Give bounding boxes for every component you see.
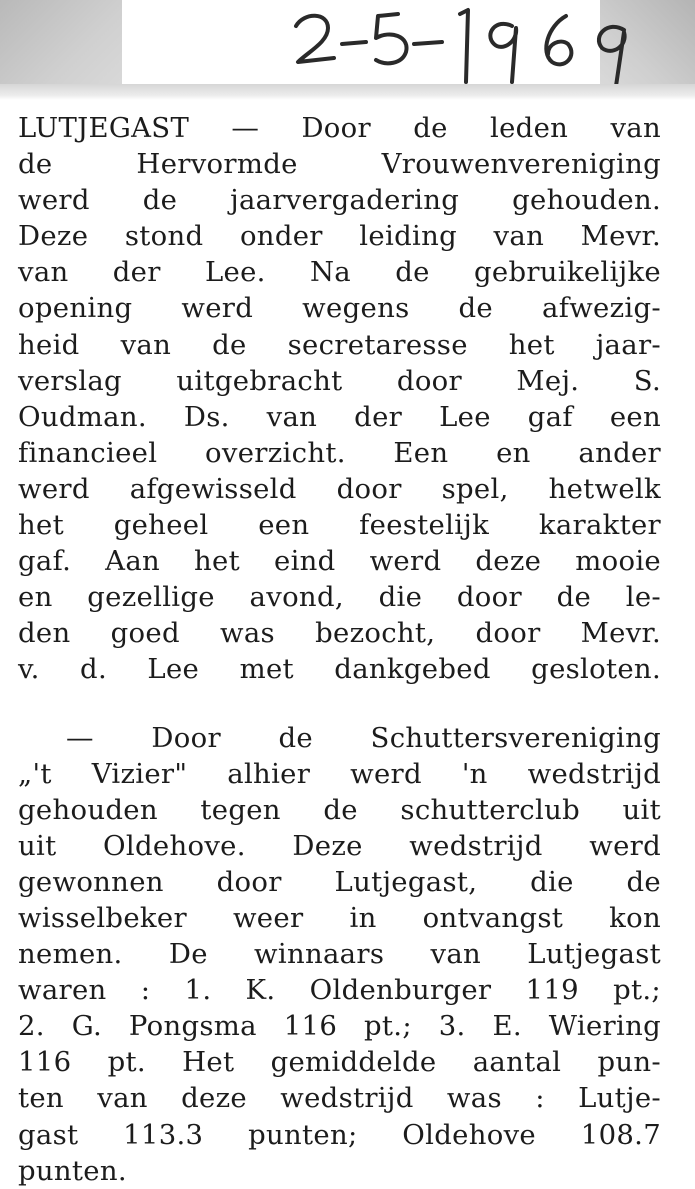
text-line: opening werd wegens de afwezig- bbox=[18, 292, 661, 325]
text-line: gast 113.3 punten; Oldehove 108.7 bbox=[18, 1118, 661, 1151]
text-line: verslag uitgebracht door Mej. S. bbox=[18, 364, 661, 397]
text-line: de Hervormde Vrouwenvereniging bbox=[18, 148, 661, 181]
text-line: v. d. Lee met dankgebed gesloten. bbox=[18, 653, 661, 686]
text-line: „'t Vizier" alhier werd 'n wedstrijd bbox=[18, 757, 661, 790]
article-clipping bbox=[0, 100, 695, 1185]
text-line: waren : 1. K. Oldenburger 119 pt.; bbox=[18, 974, 661, 1007]
text-line: en gezellige avond, die door de le- bbox=[18, 581, 661, 614]
text-line: werd afgewisseld door spel, hetwelk bbox=[18, 472, 661, 505]
text-line: LUTJEGAST — Door de leden van bbox=[18, 112, 661, 144]
text-line: 2. G. Pongsma 116 pt.; 3. E. Wiering bbox=[18, 1010, 661, 1043]
handwritten-date-icon bbox=[290, 4, 660, 90]
paragraph-2 bbox=[18, 720, 661, 1189]
text-line: wisselbeker weer in ontvangst kon bbox=[18, 901, 661, 934]
text-line: den goed was bezocht, door Mevr. bbox=[18, 617, 661, 650]
paragraph-spacer bbox=[18, 688, 661, 720]
article-column bbox=[18, 110, 661, 1189]
scan-edge-top bbox=[0, 84, 695, 100]
text-line: Oudman. Ds. van der Lee gaf een bbox=[18, 400, 661, 433]
text-line: van der Lee. Na de gebruikelijke bbox=[18, 256, 661, 289]
text-line: uit Oldehove. Deze wedstrijd werd bbox=[18, 829, 661, 862]
text-line: punten. bbox=[18, 1154, 127, 1187]
text-line: 116 pt. Het gemiddelde aantal pun- bbox=[18, 1046, 661, 1079]
text-line: gewonnen door Lutjegast, die de bbox=[18, 865, 661, 898]
text-line: Deze stond onder leiding van Mevr. bbox=[18, 220, 661, 253]
text-line: gehouden tegen de schutterclub uit bbox=[18, 793, 661, 826]
text-line: ten van deze wedstrijd was : Lutje- bbox=[18, 1082, 661, 1115]
text-line: financieel overzicht. Een en ander bbox=[18, 436, 661, 469]
text-line: het geheel een feestelijk karakter bbox=[18, 509, 661, 542]
text-line: gaf. Aan het eind werd deze mooie bbox=[18, 545, 661, 578]
text-line: — Door de Schuttersvereniging bbox=[66, 721, 661, 754]
text-line: nemen. De winnaars van Lutjegast bbox=[18, 938, 661, 971]
text-line: werd de jaarvergadering gehouden. bbox=[18, 184, 661, 217]
paragraph-1 bbox=[18, 110, 661, 688]
text-line: heid van de secretaresse het jaar- bbox=[18, 328, 661, 361]
